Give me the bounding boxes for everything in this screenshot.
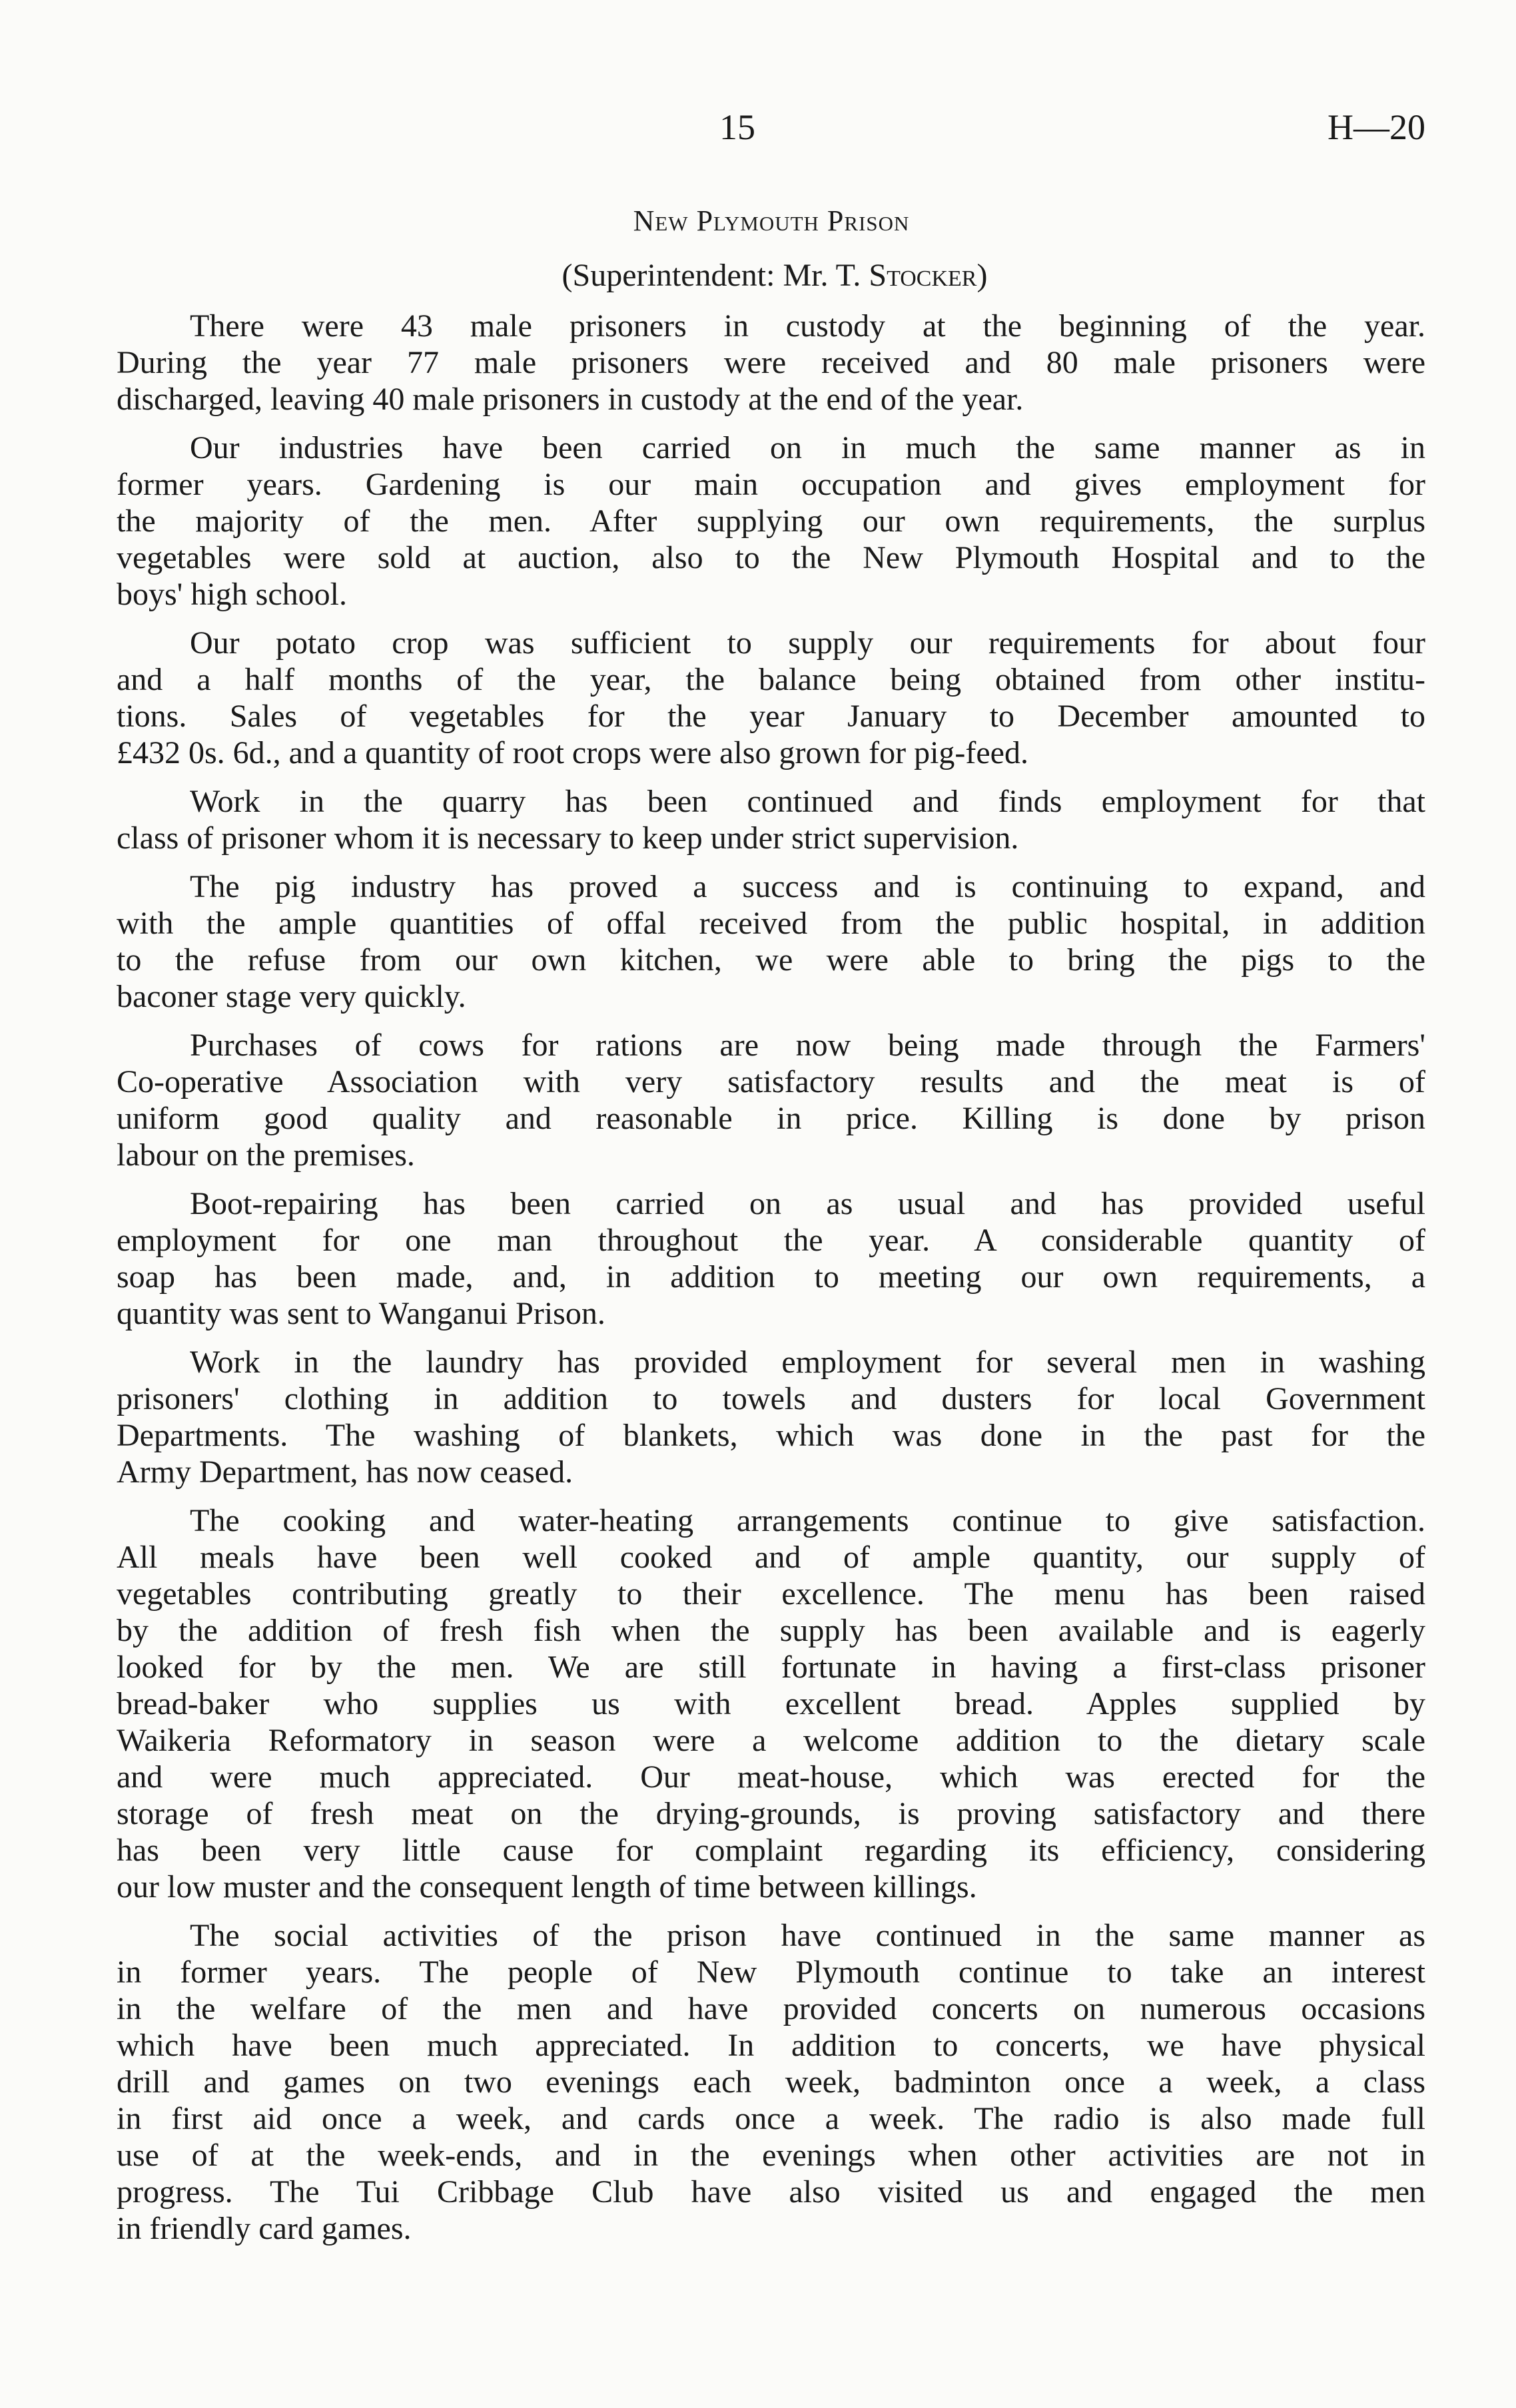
paragraph (117, 430, 1425, 613)
paragraph (117, 1344, 1425, 1490)
paragraph-line: Boot-repairing has been carried on as usual and has provided useful (190, 1186, 1425, 1221)
paragraph-line: in friendly card games. (117, 2211, 412, 2246)
paragraph-line: labour on the premises. (117, 1137, 415, 1173)
paragraph-line: Our industries have been carried on in much the same manner as in (190, 430, 1425, 465)
paragraph-line: which have been much appreciated. In addition to concerts, we have physical (117, 2028, 1425, 2063)
paragraph-line: bread-baker who supplies us with excellent bread. Apples supplied by (117, 1686, 1425, 1721)
paragraph (117, 868, 1425, 1015)
paragraph (117, 1502, 1425, 1905)
paragraph-line: Purchases of cows for rations are now being made through the Farmers' (190, 1028, 1425, 1063)
paragraph-line: The pig industry has proved a success and is continuing to expand, and (190, 869, 1425, 904)
report-body (117, 308, 1425, 2259)
paragraph-line: employment for one man throughout the year. A considerable quantity of (117, 1223, 1425, 1258)
paragraph-line: our low muster and the consequent length of time between killings. (117, 1869, 977, 1905)
paragraph (117, 1917, 1425, 2247)
subtitle-prefix: (Superintendent: Mr. T. (562, 258, 869, 293)
paragraph (117, 1185, 1425, 1332)
paragraph-line: Departments. The washing of blankets, which was done in the past for the (117, 1418, 1425, 1453)
paragraph (117, 1027, 1425, 1173)
paragraph-line: and were much appreciated. Our meat-house, which was erected for the (117, 1759, 1425, 1795)
paragraph-line: former years. Gardening is our main occupation and gives employment for (117, 467, 1425, 502)
paragraph-line: with the ample quantities of offal received from the public hospital, in addition (117, 906, 1425, 941)
paragraph-line: boys' high school. (117, 577, 347, 612)
paragraph-line: £432 0s. 6d., and a quantity of root crops were also grown for pig-feed. (117, 735, 1028, 770)
paragraph-line: Waikeria Reformatory in season were a welcome addition to the dietary scale (117, 1723, 1425, 1758)
page-number: 15 (719, 107, 755, 147)
paragraph-line: in former years. The people of New Plymouth continue to take an interest (117, 1955, 1425, 1990)
paragraph-line: and a half months of the year, the balance being obtained from other institu- (117, 662, 1425, 697)
paragraph-line: quantity was sent to Wanganui Prison. (117, 1296, 605, 1331)
paragraph-line: baconer stage very quickly. (117, 979, 466, 1014)
paragraph-line: tions. Sales of vegetables for the year January to December amounted to (117, 699, 1425, 734)
paragraph-line: to the refuse from our own kitchen, we were able to bring the pigs to the (117, 942, 1425, 978)
paragraph-line: Work in the laundry has provided employment for several men in washing (190, 1345, 1425, 1380)
paragraph-line: Work in the quarry has been continued and finds employment for that (190, 784, 1425, 819)
paragraph-line: progress. The Tui Cribbage Club have also visited us and engaged the men (117, 2174, 1425, 2210)
paragraph-line: vegetables were sold at auction, also to the New Plymouth Hospital and to the (117, 540, 1425, 575)
document-code: H—20 (1327, 107, 1425, 147)
paragraph-line: use of at the week-ends, and in the evenings when other activities are not in (117, 2138, 1425, 2173)
paragraph-line: drill and games on two evenings each week, badminton once a week, a class (117, 2064, 1425, 2100)
section-title: New Plymouth Prison (633, 204, 910, 237)
superintendent-name: Stocker (869, 258, 977, 293)
paragraph-line: Our potato crop was sufficient to supply our requirements for about four (190, 625, 1425, 661)
paragraph-line: storage of fresh meat on the drying-grounds, is proving satisfactory and there (117, 1796, 1425, 1831)
paragraph-line: Army Department, has now ceased. (117, 1454, 573, 1490)
paragraph-line: Co-operative Association with very satisfactory results and the meat is of (117, 1064, 1425, 1099)
paragraph-line: looked for by the men. We are still fortunate in having a first-class prisoner (117, 1650, 1425, 1685)
paragraph-line: soap has been made, and, in addition to meeting our own requirements, a (117, 1259, 1425, 1295)
paragraph (117, 783, 1425, 856)
paragraph-line: All meals have been well cooked and of ample quantity, our supply of (117, 1540, 1425, 1575)
section-subtitle (0, 257, 1516, 294)
paragraph-line: by the addition of fresh fish when the supply has been available and is eagerly (117, 1613, 1425, 1648)
paragraph-line: has been very little cause for complaint regarding its efficiency, considering (117, 1833, 1425, 1868)
paragraph-line: the majority of the men. After supplying our own requirements, the surplus (117, 503, 1425, 539)
paragraph-line: discharged, leaving 40 male prisoners in custody at the end of the year. (117, 382, 1024, 417)
paragraph-line: class of prisoner whom it is necessary to keep under strict supervision. (117, 820, 1019, 856)
paragraph-line: in the welfare of the men and have provided concerts on numerous occasions (117, 1991, 1425, 2026)
paragraph (117, 625, 1425, 771)
paragraph (117, 308, 1425, 418)
paragraph-line: vegetables contributing greatly to their excellence. The menu has been raised (117, 1576, 1425, 1612)
paragraph-line: uniform good quality and reasonable in price. Killing is done by prison (117, 1101, 1425, 1136)
paragraph-line: The social activities of the prison have continued in the same manner as (190, 1918, 1425, 1953)
paragraph-line: During the year 77 male prisoners were received and 80 male prisoners were (117, 345, 1425, 380)
paragraph-line: prisoners' clothing in addition to towels and dusters for local Government (117, 1381, 1425, 1416)
paragraph-line: in first aid once a week, and cards once a week. The radio is also made full (117, 2101, 1425, 2136)
paragraph-line: The cooking and water-heating arrangements continue to give satisfaction. (190, 1503, 1425, 1538)
subtitle-suffix: ) (976, 258, 988, 293)
paragraph-line: There were 43 male prisoners in custody at the beginning of the year. (190, 308, 1425, 344)
